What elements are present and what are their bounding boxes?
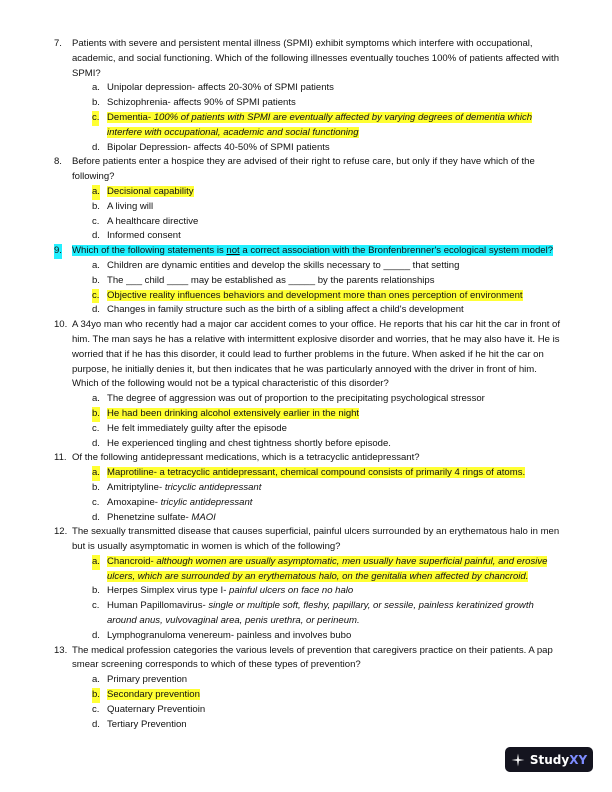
- question-text: Before patients enter a hospice they are advised of their right to refuse care, but only if they have which of the following?: [72, 156, 535, 183]
- option-letter: b.: [92, 688, 100, 703]
- option-main: Human Papillomavirus-: [107, 600, 206, 612]
- option-letter: c.: [92, 496, 100, 508]
- question-7: [50, 37, 566, 81]
- option-note: tricylic antidepressant: [157, 496, 253, 508]
- option-8c: [50, 215, 566, 230]
- option-10c: [50, 422, 566, 437]
- option-text: Tertiary Prevention: [107, 718, 187, 730]
- studyxy-badge[interactable]: [505, 747, 593, 772]
- option-13b-answer: [50, 688, 566, 703]
- question-number: 9.: [54, 244, 62, 259]
- option-8a-answer: [50, 185, 566, 200]
- option-letter: d.: [92, 718, 100, 730]
- question-number: 7.: [54, 38, 62, 49]
- question-text: Of the following antidepressant medications, which is a tetracyclic antidepressant?: [72, 452, 420, 464]
- option-note: single or multiple soft, fleshy, papillary, or sessile, painless keratinized growth around anus, vulvovaginal area, penis urethra, or perineum.: [107, 600, 534, 627]
- answer-main: Chancroid-: [107, 555, 154, 567]
- answer-explanation: although women are usually asymptomatic, men usually have superficial painful, and erosive ulcers, which are surrounded by an erythematous halo, on the genitalia when affected by chancroid.: [107, 555, 548, 582]
- option-letter: c.: [92, 600, 100, 612]
- question-number: 13.: [54, 644, 68, 656]
- option-13d: [50, 718, 566, 733]
- option-letter: b.: [92, 407, 100, 422]
- option-11d: [50, 511, 566, 526]
- option-text: Unipolar depression- affects 20-30% of SPMI patients: [107, 82, 334, 94]
- option-letter: c.: [92, 703, 100, 715]
- question-text: The medical profession categories the various levels of prevention that caregivers practice on their patients. A pap smear screening corresponds to which of these types of prevention?: [72, 644, 553, 671]
- option-text: Decisional capability: [107, 185, 194, 197]
- option-letter: d.: [92, 141, 100, 153]
- option-9d: [50, 303, 566, 318]
- option-letter: d.: [92, 511, 100, 523]
- brand-name: Study: [529, 752, 570, 767]
- option-letter: a.: [92, 393, 100, 405]
- option-12d: [50, 629, 566, 644]
- option-main: Phenetzine sulfate-: [107, 511, 189, 523]
- option-12a-answer: [50, 555, 566, 585]
- option-note: MAOI: [188, 511, 216, 523]
- option-text: Changes in family structure such as the birth of a sibling affect a child's development: [107, 304, 464, 316]
- option-13a: [50, 673, 566, 688]
- option-letter: a.: [92, 674, 100, 686]
- option-letter: b.: [92, 97, 100, 109]
- question-number: 8.: [54, 156, 62, 168]
- option-letter: c.: [92, 215, 100, 227]
- question-text: A 34yo man who recently had a major car accident comes to your office. He reports that his car hit the car in front of him. The man says he has a relative with intermittent explosive disorder and worries, that he may also have it. He is worried that if he has this disorder, it could lead to further problems in the future. When asked if he hit the car on purpose, he initially denies it, but then indicates that he was particularly annoyed with the driver in front of him. Which of the following would not be a typical characteristic of this disorder?: [72, 319, 561, 390]
- option-text: Children are dynamic entities and develop the skills necessary to _____ that setting: [107, 259, 460, 271]
- option-letter: a.: [92, 555, 100, 570]
- option-11c: [50, 496, 566, 511]
- option-text: Informed consent: [107, 230, 181, 242]
- option-main: Amoxapine-: [107, 496, 158, 508]
- option-text: The ___ child ____ may be established as _____ by the parents relationships: [107, 274, 435, 286]
- answer-main: Dementia-: [107, 111, 152, 123]
- option-letter: a.: [92, 82, 100, 94]
- option-7b: [50, 96, 566, 111]
- option-letter: d.: [92, 230, 100, 242]
- plus-sparkle-icon: [511, 753, 525, 767]
- option-text: Schizophrenia- affects 90% of SPMI patients: [107, 97, 296, 109]
- option-13c: [50, 703, 566, 718]
- question-9: [50, 244, 566, 259]
- question-text-pre: Which of the following statements is: [72, 245, 227, 257]
- option-note: tricyclic antidepressant: [162, 481, 262, 493]
- option-text: He experienced tingling and chest tightness shortly before episode.: [107, 437, 391, 449]
- question-text-post: a correct association with the Bronfenbrenner's ecological system model?: [239, 245, 554, 257]
- question-number: 11.: [54, 452, 67, 464]
- question-10: [50, 318, 566, 392]
- option-text: Bipolar Depression- affects 40-50% of SPMI patients: [107, 141, 330, 153]
- question-12: [50, 525, 566, 555]
- option-8d: [50, 229, 566, 244]
- question-text-underline: not: [226, 245, 240, 257]
- option-text: A healthcare directive: [107, 215, 199, 227]
- option-9b: [50, 274, 566, 289]
- option-text: A living will: [107, 200, 154, 212]
- option-12c: [50, 599, 566, 629]
- question-text: The sexually transmitted disease that causes superficial, painful ulcers surrounded by an erythematous halo in men but is usually asymptomatic in women is which of the following?: [72, 526, 560, 553]
- option-text: He had been drinking alcohol extensively earlier in the night: [107, 407, 360, 419]
- option-letter: d.: [92, 304, 100, 316]
- option-letter: a.: [92, 259, 100, 271]
- option-letter: b.: [92, 200, 100, 212]
- option-10a: [50, 392, 566, 407]
- option-letter: d.: [92, 437, 100, 449]
- question-13: [50, 644, 566, 674]
- option-text: Lymphogranuloma venereum- painless and involves bubo: [107, 629, 352, 641]
- option-note: painful ulcers on face no halo: [226, 585, 354, 597]
- question-number: 10.: [54, 319, 68, 331]
- option-main: Amitriptyline-: [107, 481, 163, 493]
- option-text: Maprotiline- a tetracyclic antidepressant, chemical compound consists of primarily 4 rings of atoms.: [107, 467, 526, 479]
- option-7a: [50, 81, 566, 96]
- question-11: [50, 451, 566, 466]
- option-10d: [50, 437, 566, 452]
- option-9c-answer: [50, 289, 566, 304]
- option-7c-answer: [50, 111, 566, 141]
- option-letter: c.: [92, 289, 99, 304]
- option-main: Herpes Simplex virus type I-: [107, 585, 227, 597]
- option-12b: [50, 584, 566, 599]
- option-7d: [50, 141, 566, 156]
- option-text: The degree of aggression was out of proportion to the precipitating psychological stressor: [107, 393, 485, 405]
- option-text: Secondary prevention: [107, 689, 200, 701]
- option-letter: c.: [92, 422, 100, 434]
- option-10b-answer: [50, 407, 566, 422]
- question-8: [50, 155, 566, 185]
- option-letter: d.: [92, 629, 100, 641]
- question-text: Patients with severe and persistent mental illness (SPMI) exhibit symptoms which interfere with occupational, academic, and social functioning. Which of the following illnesses eventually touches 100% of patients affected with SPMI?: [72, 38, 559, 79]
- option-9a: [50, 259, 566, 274]
- option-letter: b.: [92, 585, 100, 597]
- option-text: He felt immediately guilty after the episode: [107, 422, 287, 434]
- option-11b: [50, 481, 566, 496]
- option-letter: a.: [92, 185, 100, 200]
- option-8b: [50, 200, 566, 215]
- option-text: Objective reality influences behaviors and development more than ones perception of environment: [107, 289, 523, 301]
- question-list: [50, 37, 566, 732]
- answer-explanation: 100% of patients with SPMI are eventually affected by varying degrees of dementia which interfere with occupational, academic and social functioning: [107, 111, 533, 138]
- option-11a-answer: [50, 466, 566, 481]
- option-text: Primary prevention: [107, 674, 188, 686]
- option-text: Quaternary Preventioin: [107, 703, 206, 715]
- option-letter: b.: [92, 274, 100, 286]
- option-letter: a.: [92, 466, 100, 481]
- option-letter: b.: [92, 481, 100, 493]
- brand-accent: XY: [569, 752, 588, 767]
- option-letter: c.: [92, 111, 99, 126]
- question-number: 12.: [54, 526, 68, 538]
